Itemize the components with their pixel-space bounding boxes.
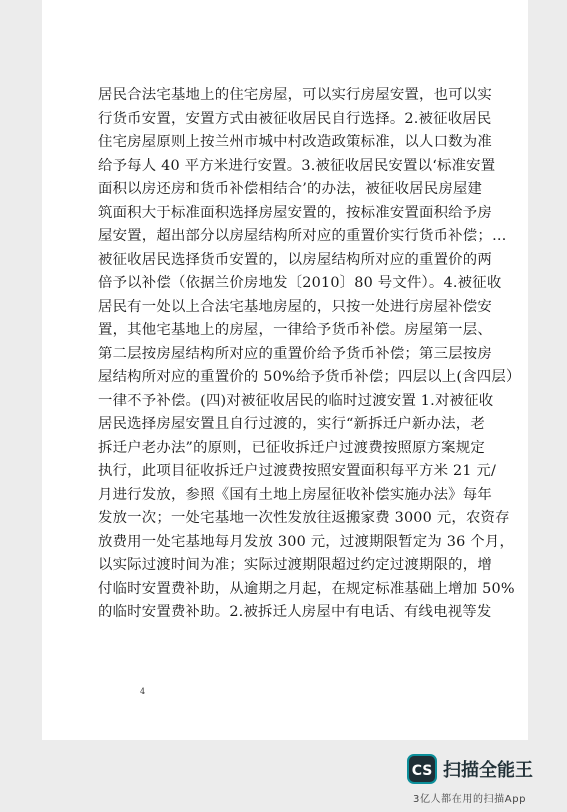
watermark-subtitle: 3亿人都在用的扫描App <box>413 794 527 805</box>
camscanner-logo-icon: CS <box>407 754 437 784</box>
text-line: 的临时安置费补助。2.被拆迁人房屋中有电话、有线电视等发 <box>98 604 492 620</box>
scanner-watermark <box>407 752 547 808</box>
text-line: 行货币安置，安置方式由被征收居民自行选择。2.被征收居民 <box>98 110 492 127</box>
text-line: 执行，此项目征收拆迁户过渡费按照安置面积每平方米 21 元/ <box>98 463 497 479</box>
text-line: 发放一次；一处宅基地一次性发放往返搬家费 3000 元，农资存 <box>98 510 510 526</box>
text-line: 以实际过渡时间为准；实际过渡期限超过约定过渡期限的，增 <box>98 557 492 573</box>
watermark-title: 扫描全能王 <box>443 760 533 781</box>
text-line: 拆迁户老办法”的原则，已征收拆迁户过渡费按照原方案规定 <box>98 439 485 456</box>
text-line: 倍予以补偿（依据兰价房地发〔2010〕80 号文件）。4.被征收 <box>98 275 502 291</box>
document-body <box>98 84 530 625</box>
document-page <box>42 0 528 740</box>
text-line: 置，其他宅基地上的房屋，一律给予货币补偿。房屋第一层、 <box>98 322 492 338</box>
text-line: 一律不予补偿。(四)对被征收居民的临时过渡安置 1.对被征收 <box>98 392 494 409</box>
text-line: 被征收居民选择货币安置的，以房屋结构所对应的重置价的两 <box>98 251 492 268</box>
text-line: 住宅房屋原则上按兰州市城中村改造政策标准，以人口数为准 <box>98 134 492 150</box>
text-line: 居民有一处以上合法宅基地房屋的，只按一处进行房屋补偿安 <box>98 298 492 315</box>
text-line: 给予每人 40 平方米进行安置。3.被征收居民安置以‘标准安置 <box>98 157 496 174</box>
text-line: 付临时安置费补助，从逾期之月起，在规定标准基础上增加 50% <box>98 580 515 597</box>
text-line: 屋结构所对应的重置价的 50%给予货币补偿；四层以上(含四层） <box>98 369 521 385</box>
text-line: 放费用一处宅基地每月发放 300 元，过渡期限暂定为 36 个月， <box>98 533 515 550</box>
page-number: 4 <box>140 687 146 696</box>
text-line: 月进行发放，参照《国有土地上房屋征收补偿实施办法》每年 <box>98 486 492 503</box>
text-line: 第二层按房屋结构所对应的重置价给予货币补偿；第三层按房 <box>98 345 492 362</box>
text-line: 面积以房还房和货币补偿相结合’的办法，被征收居民房屋建 <box>98 181 483 197</box>
text-line: 居民选择房屋安置且自行过渡的，实行“新拆迁户新办法，老 <box>98 416 485 432</box>
text-line: 屋安置，超出部分以房屋结构所对应的重置价实行货币补偿；… <box>98 228 507 244</box>
text-line: 居民合法宅基地上的住宅房屋，可以实行房屋安置，也可以实 <box>98 87 492 103</box>
text-line: 筑面积大于标准面积选择房屋安置的，按标准安置面积给予房 <box>98 204 492 221</box>
